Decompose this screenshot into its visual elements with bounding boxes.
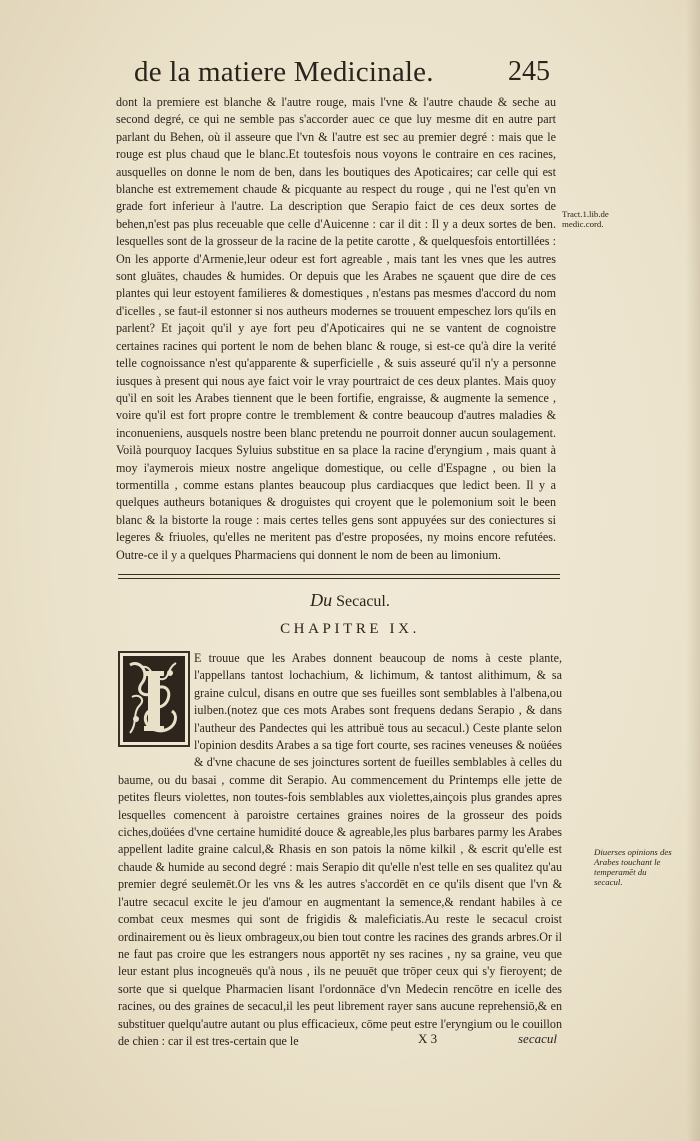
page-number: 245 <box>508 56 550 87</box>
chapter-text: E trouue que les Arabes donnent beaucoup de noms à ceste plante, l'appellans tantost lochachium, & lichimum, & tantost alithimum, & sa graine culcul, disans en outre que ses fueilles sont semblables à l'albena,ou iulben.(notez que ces mots Arabes sont frequens dedans Serapio , & dans l'autheur des Pandectes qui les attribuë tous au secacul.) Ceste plante selon l'opinion desdits Arabes a sa tige fort courte, ses racines veneuses & noüées & d'vne chacune de ses joinctures sortent de fueilles semblables à celles du baume, ou du basai , comme dit Serapio. Au commencement du Printemps elle jette de petites fleurs violettes, non toutes-fois semblables aux violettes,ainçois plus grandes apres lesquelles comencent à paroistre certaines graines noires de la grosseur des poids ciches,doüées d'vne certaine humidité douce & agreable,les plus barbares parmy les Arabes appellent ladite graine calcul,& Rhasis en son patois la nōme kilkil , & escrit qu'elle est chaude & humide au second degré : mais Serapio dit qu'elle n'est telle en ses qualitez qu'au premier degré seulemēt.Or les vns & les autres s'accordēt en ce qu'ils disent que l'vn & l'autre secacul excite le jeu d'amour en augmentant la semence,& rendant habiles à ce combat ceux mesmes qui sont de frigidis & maleficiatis.Au reste le secacul croist ordinairement ou ès lieux ombrageux,ou bien tout contre les racines des grands arbres.Or il ne faut pas croire que les estrangers nous apportēt ny ses racines , ny sa graine, veu que leur estant plus incogneuës qu'à nous , ils ne peuuēt que trōper ceux qui s'y fieroyent; de sorte que si quelque Pharmacien lisant l'ordonnāce d'vn Medecin rencōtre en icelle des racines, ou des graines de secacul,il les peut librement rayer sans aucune reprehensiō,& en substituer quelqu'autre autant ou plus efficacieux, cōme peut estre l'eryngium ou le couillon de chien : car il est tres-certain que le <box>118 651 562 1048</box>
section-title <box>0 590 700 611</box>
page-edge-shadow <box>686 0 700 1141</box>
drop-cap-ornament <box>120 653 188 745</box>
section-title-prefix: Du <box>310 590 333 610</box>
margin-note-reference: Tract.1.lib.de medic.cord. <box>562 209 609 229</box>
running-title: de la matiere Medicinale. <box>134 56 434 88</box>
body-paragraph <box>116 94 556 564</box>
catchword: secacul <box>518 1031 557 1046</box>
ornamental-initial-icon <box>118 651 190 747</box>
paragraph-behen: dont la premiere est blanche & l'autre rouge, mais l'vne & l'autre chaude & seche au second degré, ce qui ne semble pas s'accorder auec ce que luy mesme dit en autre part parlant du Behen, où il asseure que l'vn & l'autre est sec au premier degré : mais que le rouge est plus chaud que le blanc.Et toutesfois nous voyons le contraire en ces racines, ausquelles on donne le nom de ben, dans les boutiques des Apoticaires; car celle qui est blanche est extremement chaude & picquante au respect du rouge , qui ne l'est qu'en vn grade fort inferieur à l'autre. La description que Serapio faict de ces deux sortes de behen,n'est pas plus receuable que celle d'Auicenne : car il dit : Il y a deux sortes de ben. lesquelles sont de la grosseur de la racine de la petite carotte , & quelquesfois entortillées : On les apporte d'Armenie,leur odeur est fort agreable , mais tant les vnes que les autres sont gluätes, chaudes & humides. Or depuis que les Arabes ne sçauent que dire de ces plantes qui leur estoyent familieres & domestiques , n'estans pas mesmes d'accord du nom d'icelles , se faut-il estonner si nos autheurs modernes se trouuent empeschez lors qu'ils en parlent? Et jaçoit qu'il y aye fort peu d'Apoticaires qui ne se vantent de cognoistre certaines racines qui portent le nom de behen blanc & rouge, si est-ce qu'à dire la verité telle cognoissance n'est qu'apparente & superficielle , & suis asseuré qu'il n'y a personne iusques à present qui nous aye faict voir le vray pourtraict de ces deux plantes. Mais quoy qu'il en soit les Arabes tiennent que le been fortifie, engraisse, & augmente la semence , voire qu'il est fort propre contre le tremblement & contre beaucoup d'autres maladies & inconueniens, ausquels nostre been blanc pretendu ne pourroit donner aucun soulagement. Voilà pourquoy Iacques Syluius substitue en sa place la racine d'eryngium , mais quant à moy i'aymerois mieux nostre angelique domestique, ou celle d'Espagne , ou bien la tormentilla , comme estans plantes beaucoup plus cardiacques que ledict been. Il y a quelques autheurs botaniques & droguistes qui croyent que le polemonium soit le been blanc & la bistorte la rouge : mais certes telles gens sont appuyées sur des coniectures si legeres & friuoles, qu'elles ne meritent pas d'estre proposées, ny moins encore refutées. Outre-ce il y a quelques Pharmaciens qui donnent le nom de been au limonium. <box>116 95 556 562</box>
page-header <box>130 56 570 96</box>
signature-mark: X 3 <box>418 1031 438 1046</box>
section-title-name: Secacul. <box>336 593 390 610</box>
margin-note-opinions: Diuerses opinions des Arabes touchant le temperamēt du secacul. <box>594 847 672 887</box>
section-divider <box>118 574 560 579</box>
chapter-heading: CHAPITRE IX. <box>280 621 420 637</box>
